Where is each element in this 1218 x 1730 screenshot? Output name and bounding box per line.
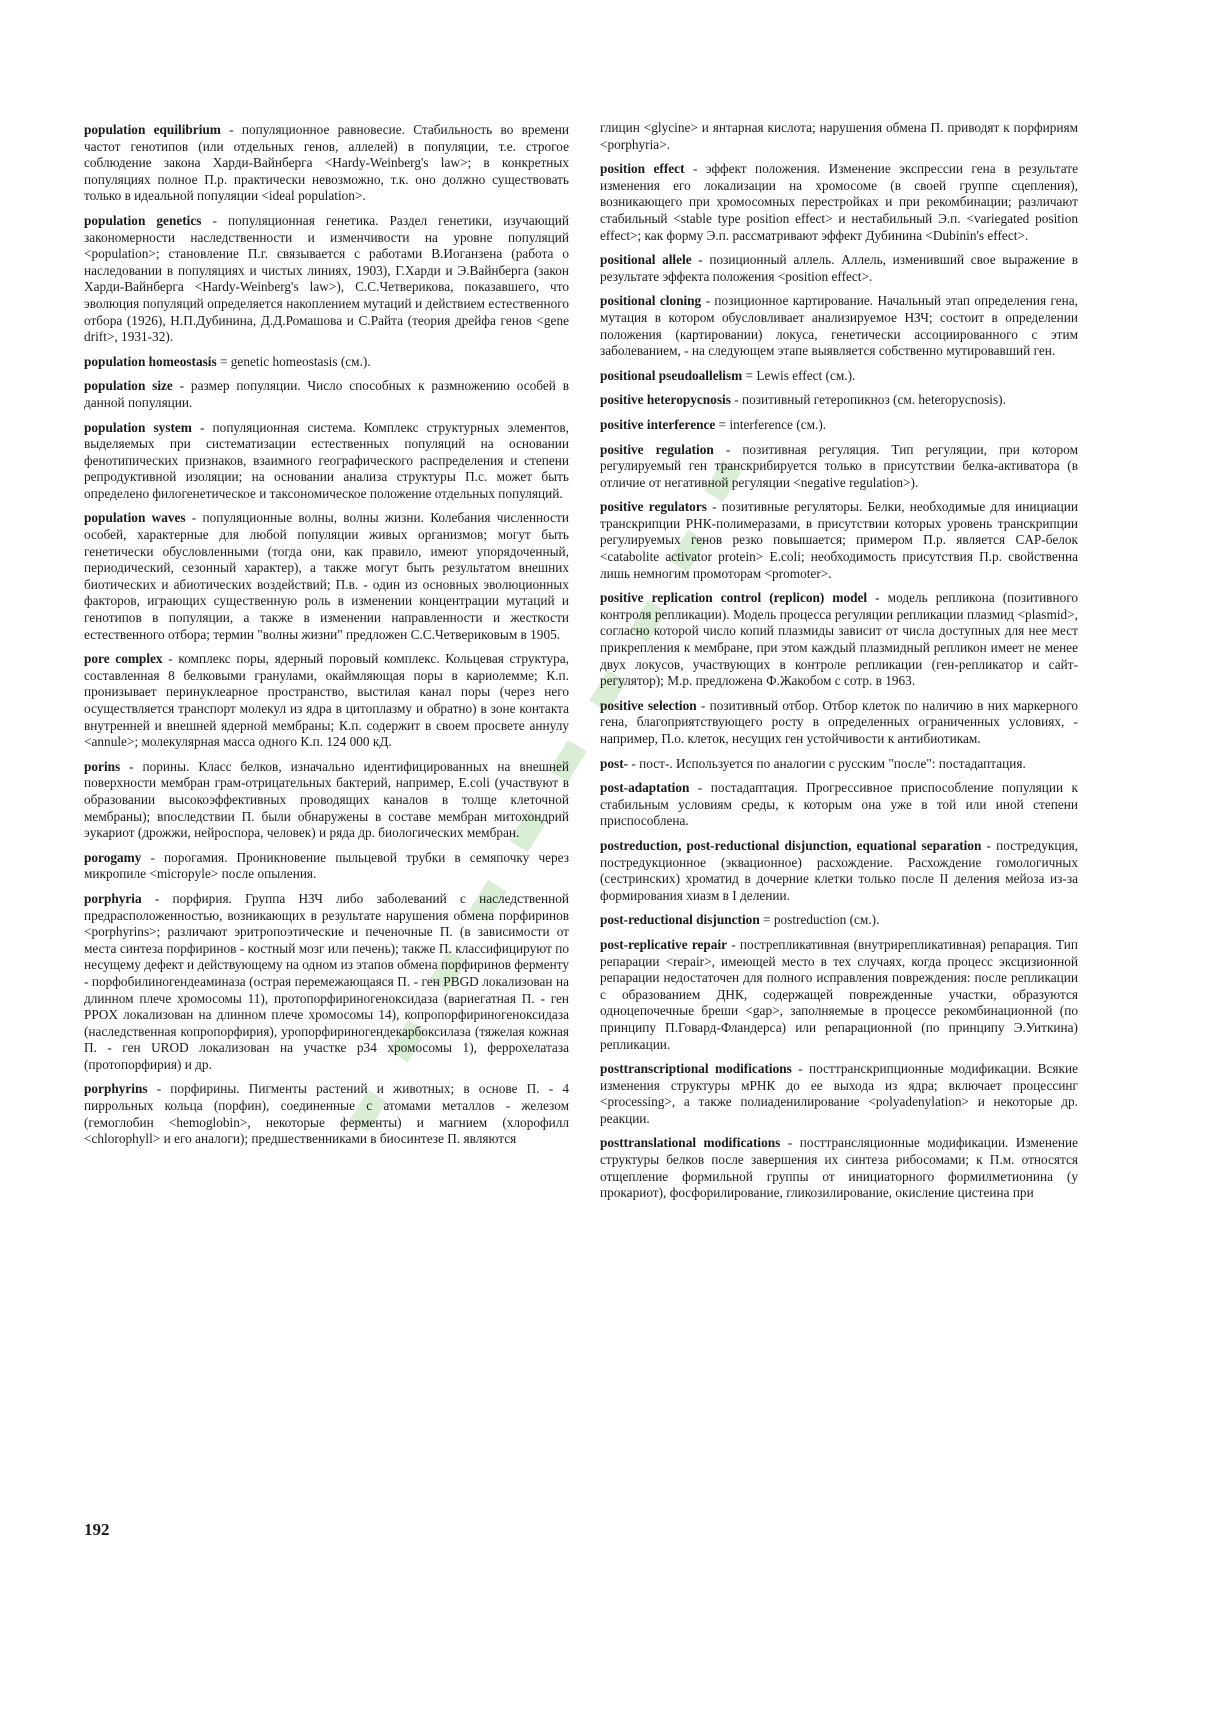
- entry-positional-allele: [600, 252, 1078, 285]
- entry-definition: - модель репликона (позитивного контроля репликации). Модель процесса регуляции репликации плазмид <plasmid>, согласно которой число копий плазмиды зависит от числа доступных для нее мест прикрепления к мембране, при этом каждый плазмидный репликон имеет не менее двух локусов, участвующих в контроле репликации (ген-репликатор и сайт-регулятор); М.р. предложена Ф.Жакобом с сотр. в 1963.: [600, 590, 1078, 689]
- entry-term: population equilibrium: [84, 122, 221, 137]
- entry-definition: - постредукция, постредукционное (эквационное) расхождение. Расхождение гомологичных (сестринских) хроматид в дочерние клетки только после II деления мейоза из-за формирования хиазм в I делении.: [600, 837, 1079, 903]
- entry-term: positional allele: [600, 252, 692, 268]
- entry-definition: - постадаптация. Прогрессивное приспособление популяции к стабильным условиям среды, к которым она уже в той или иной степени приспособлена.: [600, 780, 1078, 829]
- entry-term: positional cloning: [600, 293, 702, 309]
- entry-post-reductional-disjunction: [600, 912, 1078, 929]
- entry-definition: = genetic homeostasis (см.).: [216, 353, 371, 369]
- entry-term: population genetics: [84, 212, 202, 228]
- entry-term: porogamy: [84, 849, 142, 865]
- entry-positive-replication-control: [600, 590, 1078, 690]
- entry-definition: - порины. Класс белков, изначально идентифицированных на внешней поверхности мембран грам-отрицательных бактерий, например, E.coli (участвуют в образовании высокоэффективных проводящих каналов в толще клеточной мембраны); впоследствии П. были обнаружены в составе мембран митохондрий эукариот (дрожжи, нейроспора, человек) и ряда др. биологических мембран.: [84, 758, 569, 841]
- entry-definition: глицин <glycine> и янтарная кислота; нарушения обмена П. приводят к порфириям <porphyria>.: [600, 120, 1078, 152]
- entry-term: posttranscriptional modifications: [600, 1061, 792, 1077]
- entry-definition: = postreduction (см.).: [759, 912, 880, 928]
- entry-population-homeostasis: [84, 354, 569, 371]
- entry-post-replicative-repair: [600, 937, 1078, 1053]
- entry-term: postreduction, post-reductional disjunction, equational separation: [600, 837, 982, 853]
- entry-population-equilibrium: [84, 122, 569, 205]
- entry-term: population system: [84, 419, 192, 435]
- entry-positional-cloning: [600, 293, 1078, 359]
- entry-continuation: [600, 120, 1078, 153]
- entry-definition: - позитивный отбор. Отбор клеток по наличию в них маркерного гена, благоприятствующего росту в определенных ограниченных условиях, - например, П.о. клеток, несущих ген устойчивости к антибиотикам.: [600, 697, 1078, 746]
- entry-definition: - комплекс поры, ядерный поровый комплекс. Кольцевая структура, составленная 8 белковыми гранулами, окаймляющая поры в кариолемме; К.п. пронизывает перинуклеарное пространство, выстилая канал поры (через него осуществляется транспорт молекул из ядра в цитоплазму и обратно) в зоне контакта внутренней и внешней ядерной мембраны; К.п. содержит в своем просвете аннулу <annule>; молекулярная масса одного К.п. 124 000 кД.: [84, 651, 569, 750]
- entry-posttranslational-modifications: [600, 1135, 1078, 1201]
- entry-definition: - позиционный аллель. Аллель, изменивший свое выражение в результате эффекта положения <position effect>.: [600, 252, 1079, 284]
- entry-definition: - пост-. Используется по аналогии с русским "после": постадаптация.: [628, 755, 1026, 771]
- entry-term: positive heteropycnosis: [600, 392, 731, 408]
- entry-definition: - позиционное картирование. Начальный этап определения гена, мутация в котором обусловливает анализируемое НЗЧ; состоит в определении положения (картировании) локуса, генетически ассоциированного с этим заболеванием, - на следующем этапе выявляется собственно мутировавший ген.: [600, 293, 1078, 359]
- entry-term: post-replicative repair: [600, 936, 728, 952]
- entry-population-system: [84, 420, 569, 503]
- entry-term: positive replication control (replicon) model: [600, 590, 868, 606]
- entry-definition: - посттрансляционные модификации. Изменение структуры белков после завершения их синтеза рибосомами; к П.м. относятся отщепление формильной группы от инициаторного формилметионина (у прокариот), фосфорилирование, гликозилирование, окисление цистеина при: [600, 1135, 1078, 1201]
- entry-term: positive selection: [600, 697, 697, 713]
- entry-term: population homeostasis: [84, 353, 217, 369]
- entry-term: position effect: [600, 161, 685, 177]
- entry-postreduction: [600, 838, 1078, 904]
- entry-definition: - позитивные регуляторы. Белки, необходимые для инициации транскрипции РНК-полимеразами, в присутствии которых уровень транскрипции регулируемых генов резко повышается; примером П.р. является CAP-белок <catabolite activator protein> E.coli; необходимость присутствия П.р. свойственна лишь немногим промоторам <promoter>.: [600, 499, 1078, 581]
- entry-porphyrins: [84, 1081, 569, 1147]
- entry-term: post-reductional disjunction: [600, 912, 760, 928]
- entry-definition: - размер популяции. Число способных к размножению особей в данной популяции.: [84, 378, 569, 410]
- entry-definition: - порфирия. Группа НЗЧ либо заболеваний с наследственной предрасположенностью, возникающих в результате нарушения обмена порфиринов <porphyrins>; различают эритропоэтические и печеночные П. (в зависимости от места синтеза порфиринов - костный мозг или печень); также П. классифицируют по несущему дефект и действующему на одном из этапов обмена порфиринов ферменту - порфобилиногендеаминаза (острая перемежающаяся П. - ген PBGD локализован на длинном плече хромосомы 11), протопорфириногеноксидаза (вариегатная П. - ген PPOX локализован на длинном плече хромосомы 14), копропорфириногеноксидаза (наследственная копропорфирия), уропорфириногендекарбоксилаза (тяжелая кожная П. - ген UROD локализован на участке p34 хромосомы 1), феррохелатаза (протопорфирия) и др.: [84, 890, 569, 1072]
- entry-definition: - посттранскрипционные модификации. Всякие изменения структуры мРНК до ее выхода из ядра; включает процессинг <processing>, а также полиаденилирование <polyadenylation> и некоторые др. реакции.: [600, 1061, 1078, 1126]
- entry-positional-pseudoallelism: [600, 368, 1078, 385]
- entry-definition: - эффект положения. Изменение экспрессии гена в результате изменения его локализации на хромосоме (в своей группе сцепления), возникающего при хромосомных перестройках и при рекомбинации; различают стабильный <stable type position effect> и нестабильный Э.п. <variegated position effect>; как форму Э.п. рассматривают эффект Дубинина <Dubinin's effect>.: [600, 161, 1078, 243]
- entry-post: [600, 756, 1078, 773]
- entry-positive-selection: [600, 698, 1078, 748]
- entry-definition: = Lewis effect (см.).: [742, 367, 856, 383]
- entry-position-effect: [600, 161, 1078, 244]
- entry-definition: = interference (см.).: [715, 416, 827, 432]
- entry-term: positive interference: [600, 416, 716, 432]
- right-column: [600, 120, 1078, 1210]
- entry-term: post-: [600, 755, 629, 771]
- entry-definition: - позитивная регуляция. Тип регуляции, при котором регулируемый ген транскрибируется только в присутствии белка-активатора (в отличие от негативной регуляции <negative regulation>).: [600, 441, 1078, 490]
- entry-pore-complex: [84, 651, 569, 751]
- left-column: [84, 122, 569, 1156]
- entry-term: porphyria: [84, 890, 142, 906]
- entry-population-waves: [84, 510, 569, 643]
- entry-term: positive regulation: [600, 441, 714, 457]
- entry-term: positive regulators: [600, 499, 707, 515]
- entry-definition: - популяционные волны, волны жизни. Колебания численности особей, характерные для любой популяции живых организмов; могут быть генетически обусловленными (тогда они, как правило, имеют упорядоченный, периодический, сезонный характер), а также могут быть результатом внешних биотических и абиотических воздействий; П.в. - один из основных эволюционных факторов, играющих существенную роль в изменении концентрации мутаций и генотипов в популяции, а также в изменении направленности и жесткости естественного отбора; термин "волны жизни" предложен С.С.Четвериковым в 1905.: [84, 510, 569, 642]
- entry-definition: - порфирины. Пигменты растений и животных; в основе П. - 4 пиррольных кольца (порфин), соединенные с атомами металлов - железом (гемоглобин <hemoglobin>, некоторые ферменты) и магнием (хлорофилл <chlorophyll> и его аналоги); предшественниками в биосинтезе П. являются: [84, 1081, 569, 1147]
- entry-definition: - порогамия. Проникновение пыльцевой трубки в семяпочку через микропиле <micropyle> после опыления.: [84, 849, 569, 882]
- entry-post-adaptation: [600, 780, 1078, 830]
- entry-population-genetics: [84, 213, 569, 346]
- entry-positive-heteropycnosis: [600, 392, 1078, 409]
- entry-term: post-adaptation: [600, 780, 690, 796]
- entry-positive-regulators: [600, 499, 1078, 582]
- entry-term: population waves: [84, 510, 186, 526]
- entry-term: pore complex: [84, 651, 163, 667]
- entry-positive-regulation: [600, 442, 1078, 492]
- entry-definition: - популяционное равновесие. Стабильность во времени частот генотипов (или отдельных генов, аллелей) в популяции, т.е. строгое соблюдение закона Харди-Вайнберга <Hardy-Weinberg's law>; в конкретных популяциях полное П.р. практически невозможно, т.к. оно должно существовать только в идеальной популяции <ideal population>.: [84, 122, 570, 204]
- entry-definition: - популяционная система. Комплекс структурных элементов, выделяемых при систематизации естественных популяций на основании фенотипических признаков, взаимного географического распределения и степени репродуктивной изоляции; на основании анализа структуры П.с. может быть определено филогенетическое и таксономическое положение отдельных популяций.: [84, 419, 569, 501]
- page-number: 192: [84, 1520, 110, 1539]
- entry-posttranscriptional-modifications: [600, 1061, 1078, 1127]
- entry-porphyria: [84, 891, 569, 1074]
- entry-term: positional pseudoallelism: [600, 367, 743, 383]
- entry-definition: - пострепликативная (внутрирепликативная) репарация. Тип репарации <repair>, имеющей место в тех случаях, когда процесс эксцизионной репарации недостаточен для полного исправления повреждения: после репликации с образованием ДНК, содержащей поврежденные участки, образуются одноцепочечные бреши <gap>, заполняемые в процессе рекомбинационной (по принципу П.Говард-Фландерса) или репарационной (по принципу Э.Уиткина) репликации.: [600, 936, 1078, 1052]
- entry-porogamy: [84, 850, 569, 883]
- entry-term: porphyrins: [84, 1081, 148, 1097]
- entry-porins: [84, 759, 569, 842]
- entry-term: porins: [84, 758, 121, 774]
- entry-definition: - популяционная генетика. Раздел генетики, изучающий закономерности наследственности и изменчивости на уровне популяций <population>; становление П.г. связывается с работами В.Иоганзена (работа о наследовании в популяциях и чистых линиях, 1903), Г.Харди и Э.Вайнберга (закон Харди-Вайнберга <Hardy-Weinberg's law>), С.С.Четверикова, показавшего, что эволюция популяций определяется накоплением мутаций и действием естественного отбора (1926), Н.П.Дубинина, Д.Д.Ромашова и С.Райта (теория дрейфа генов <gene drift>, 1931-32).: [84, 212, 569, 345]
- entry-population-size: [84, 378, 569, 411]
- entry-term: population size: [84, 378, 173, 394]
- entry-definition: - позитивный гетеропикноз (см. heteropycnosis).: [730, 392, 1006, 408]
- entry-term: posttranslational modifications: [600, 1135, 781, 1151]
- entry-positive-interference: [600, 417, 1078, 434]
